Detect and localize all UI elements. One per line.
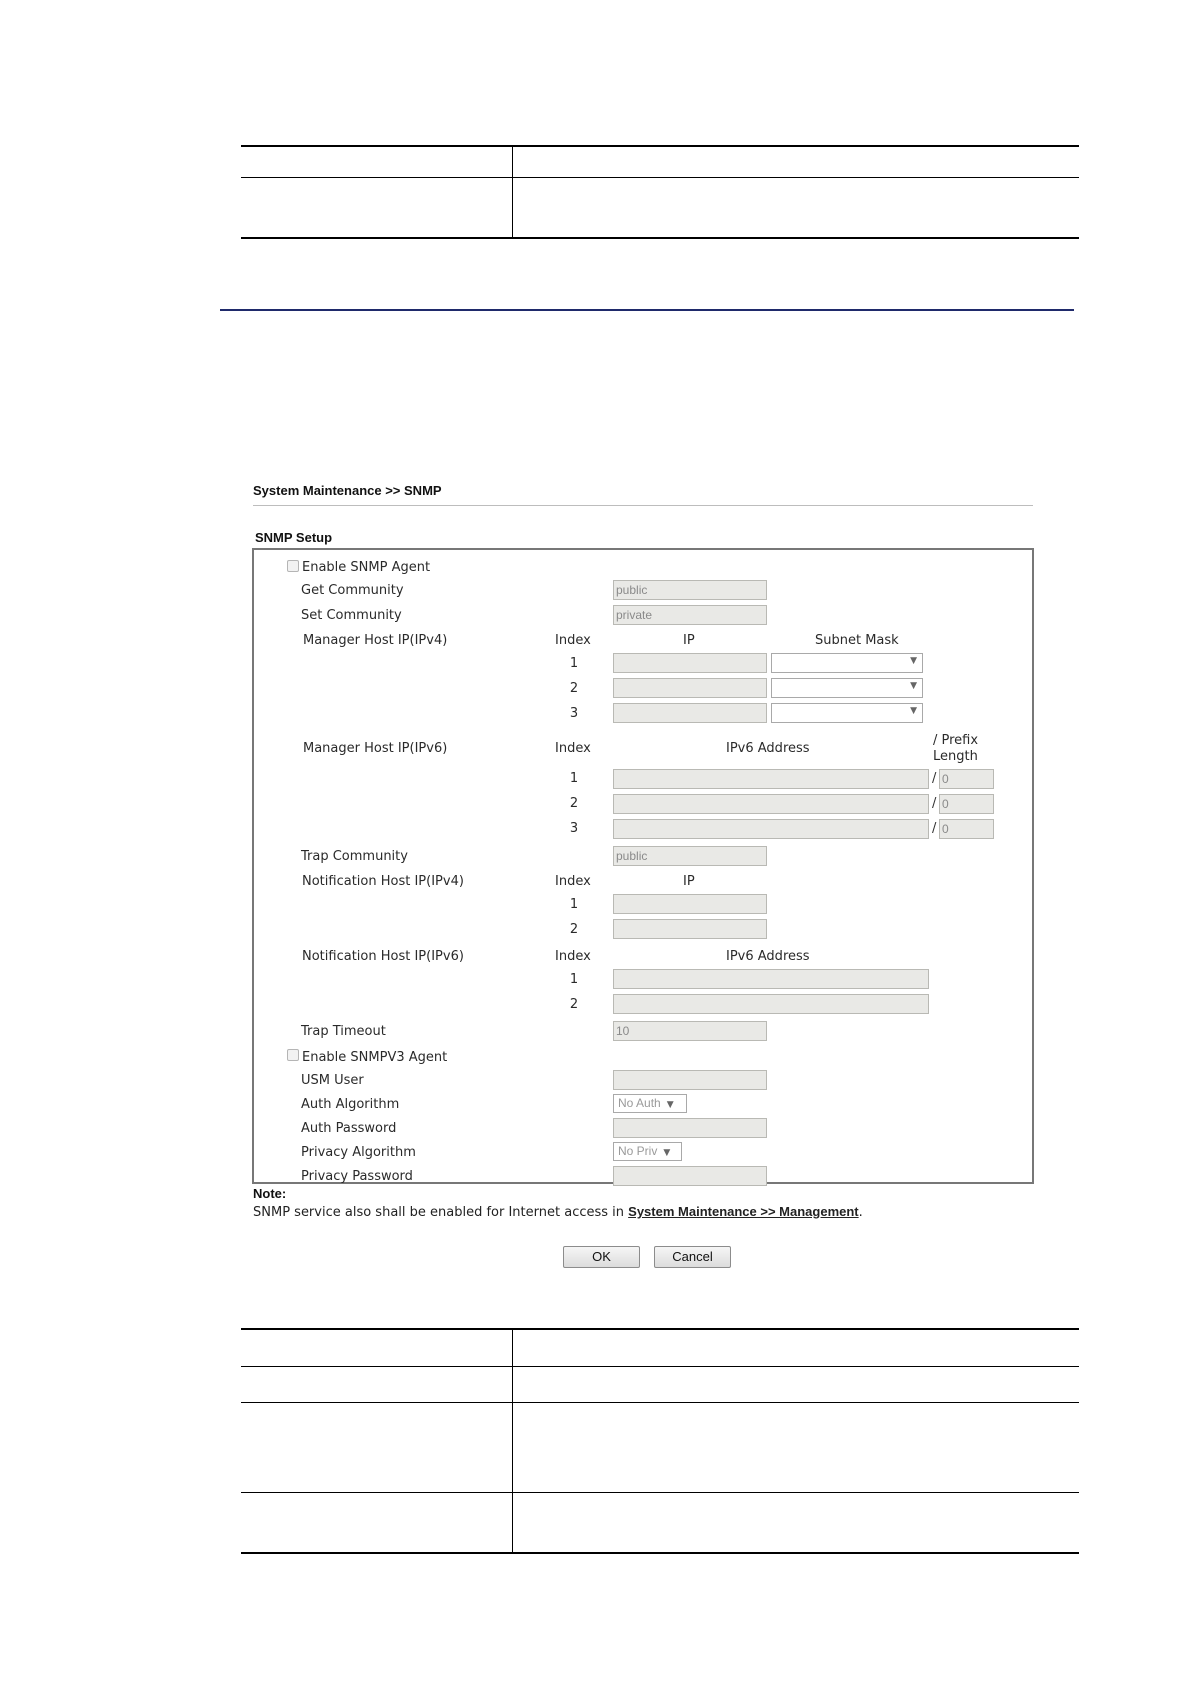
auth-algorithm-select[interactable] xyxy=(613,1094,687,1113)
bottom-table-divider xyxy=(512,1329,513,1553)
enable-snmp-agent-label: Enable SNMP Agent xyxy=(302,560,431,575)
manager-ipv6-address-input[interactable] xyxy=(613,819,929,839)
auth-algorithm-label: Auth Algorithm xyxy=(301,1097,400,1112)
manager-ipv4-mask-select[interactable] xyxy=(771,703,923,723)
chevron-down-icon: ▼ xyxy=(910,681,917,691)
note-text-end: . xyxy=(858,1205,863,1220)
notification-ipv6-index: 2 xyxy=(569,997,579,1012)
manager-ipv6-address-header: IPv6 Address xyxy=(726,741,810,756)
notification-ipv4-ip-input[interactable] xyxy=(613,894,767,914)
manager-ipv4-mask-select[interactable] xyxy=(771,678,923,698)
usm-user-label: USM User xyxy=(301,1073,364,1088)
bottom-table-rule-2 xyxy=(241,1366,1079,1367)
manager-ipv4-mask-select[interactable] xyxy=(771,653,923,673)
management-link[interactable]: System Maintenance >> Management xyxy=(628,1204,859,1219)
manager-ipv4-ip-input[interactable] xyxy=(613,678,767,698)
manager-ipv4-index-header: Index xyxy=(555,633,591,648)
notification-ipv6-index-header: Index xyxy=(555,949,591,964)
enable-snmpv3-label: Enable SNMPV3 Agent xyxy=(302,1050,448,1065)
auth-password-input[interactable] xyxy=(613,1118,767,1138)
manager-ipv6-index: 2 xyxy=(569,796,579,811)
prefix-slash: / xyxy=(932,796,937,811)
auth-password-label: Auth Password xyxy=(301,1121,397,1136)
trap-timeout-label: Trap Timeout xyxy=(301,1024,386,1039)
cancel-button[interactable]: Cancel xyxy=(654,1246,731,1268)
section-rule xyxy=(220,309,1074,311)
bottom-table-rule-1 xyxy=(241,1328,1079,1330)
trap-community-label: Trap Community xyxy=(301,849,408,864)
notification-ipv4-index-header: Index xyxy=(555,874,591,889)
notification-ipv4-label: Notification Host IP(IPv4) xyxy=(302,874,464,889)
manager-ipv6-label: Manager Host IP(IPv6) xyxy=(303,741,448,756)
trap-community-input[interactable]: public xyxy=(613,846,767,866)
manager-ipv4-ip-header: IP xyxy=(683,633,695,648)
manager-ipv6-prefix-input[interactable]: 0 xyxy=(939,794,994,814)
privacy-password-input[interactable] xyxy=(613,1166,767,1186)
privacy-algorithm-label: Privacy Algorithm xyxy=(301,1145,416,1160)
privacy-password-label: Privacy Password xyxy=(301,1169,413,1184)
chevron-down-icon: ▼ xyxy=(663,1148,671,1158)
top-table-rule-2 xyxy=(241,177,1079,178)
enable-snmpv3-checkbox[interactable] xyxy=(287,1049,299,1061)
privacy-algorithm-select[interactable] xyxy=(613,1142,682,1161)
bottom-table-rule-5 xyxy=(241,1552,1079,1554)
notification-ipv4-ip-input[interactable] xyxy=(613,919,767,939)
manager-ipv4-label: Manager Host IP(IPv4) xyxy=(303,633,448,648)
manager-ipv6-prefix-header-2: Length xyxy=(933,749,978,764)
manager-ipv4-index: 1 xyxy=(569,656,579,671)
prefix-slash: / xyxy=(932,821,937,836)
notification-ipv6-address-input[interactable] xyxy=(613,994,929,1014)
manager-ipv6-index: 3 xyxy=(569,821,579,836)
trap-timeout-input[interactable]: 10 xyxy=(613,1021,767,1041)
get-community-label: Get Community xyxy=(301,583,404,598)
usm-user-input[interactable] xyxy=(613,1070,767,1090)
manager-ipv6-prefix-input[interactable]: 0 xyxy=(939,769,994,789)
notification-ipv4-index: 1 xyxy=(569,897,579,912)
notification-ipv4-ip-header: IP xyxy=(683,874,695,889)
manager-ipv6-address-input[interactable] xyxy=(613,769,929,789)
chevron-down-icon: ▼ xyxy=(910,656,917,666)
ok-button[interactable]: OK xyxy=(563,1246,640,1268)
notification-ipv6-index: 1 xyxy=(569,972,579,987)
chevron-down-icon: ▼ xyxy=(666,1100,674,1110)
bottom-table-rule-3 xyxy=(241,1402,1079,1403)
manager-ipv4-ip-input[interactable] xyxy=(613,653,767,673)
get-community-input[interactable]: public xyxy=(613,580,767,600)
notification-ipv6-address-header: IPv6 Address xyxy=(726,949,810,964)
notification-ipv4-index: 2 xyxy=(569,922,579,937)
set-community-input[interactable]: private xyxy=(613,605,767,625)
bottom-table-rule-4 xyxy=(241,1492,1079,1493)
manager-ipv6-prefix-header: / Prefix xyxy=(933,733,979,748)
notification-ipv6-address-input[interactable] xyxy=(613,969,929,989)
note-title: Note: xyxy=(253,1186,287,1201)
breadcrumb: System Maintenance >> SNMP xyxy=(253,483,442,498)
manager-ipv6-prefix-input[interactable]: 0 xyxy=(939,819,994,839)
manager-ipv6-index-header: Index xyxy=(555,741,591,756)
top-table-rule-3 xyxy=(241,237,1079,239)
section-title: SNMP Setup xyxy=(255,530,333,545)
note-text xyxy=(253,1204,863,1220)
notification-ipv6-label: Notification Host IP(IPv6) xyxy=(302,949,464,964)
enable-snmp-agent-checkbox[interactable] xyxy=(287,560,299,572)
top-table-divider xyxy=(512,146,513,238)
manager-ipv4-mask-header: Subnet Mask xyxy=(815,633,899,648)
prefix-slash: / xyxy=(932,771,937,786)
top-table-rule-1 xyxy=(241,145,1079,147)
privacy-algorithm-value: No Priv xyxy=(618,1144,658,1158)
auth-algorithm-value: No Auth xyxy=(618,1096,661,1110)
manager-ipv6-index: 1 xyxy=(569,771,579,786)
breadcrumb-divider xyxy=(253,505,1033,506)
manager-ipv6-address-input[interactable] xyxy=(613,794,929,814)
manager-ipv4-index: 3 xyxy=(569,706,579,721)
chevron-down-icon: ▼ xyxy=(910,706,917,716)
manager-ipv4-ip-input[interactable] xyxy=(613,703,767,723)
set-community-label: Set Community xyxy=(301,608,402,623)
manager-ipv4-index: 2 xyxy=(569,681,579,696)
note-text-body: SNMP service also shall be enabled for Internet access in xyxy=(253,1205,629,1220)
